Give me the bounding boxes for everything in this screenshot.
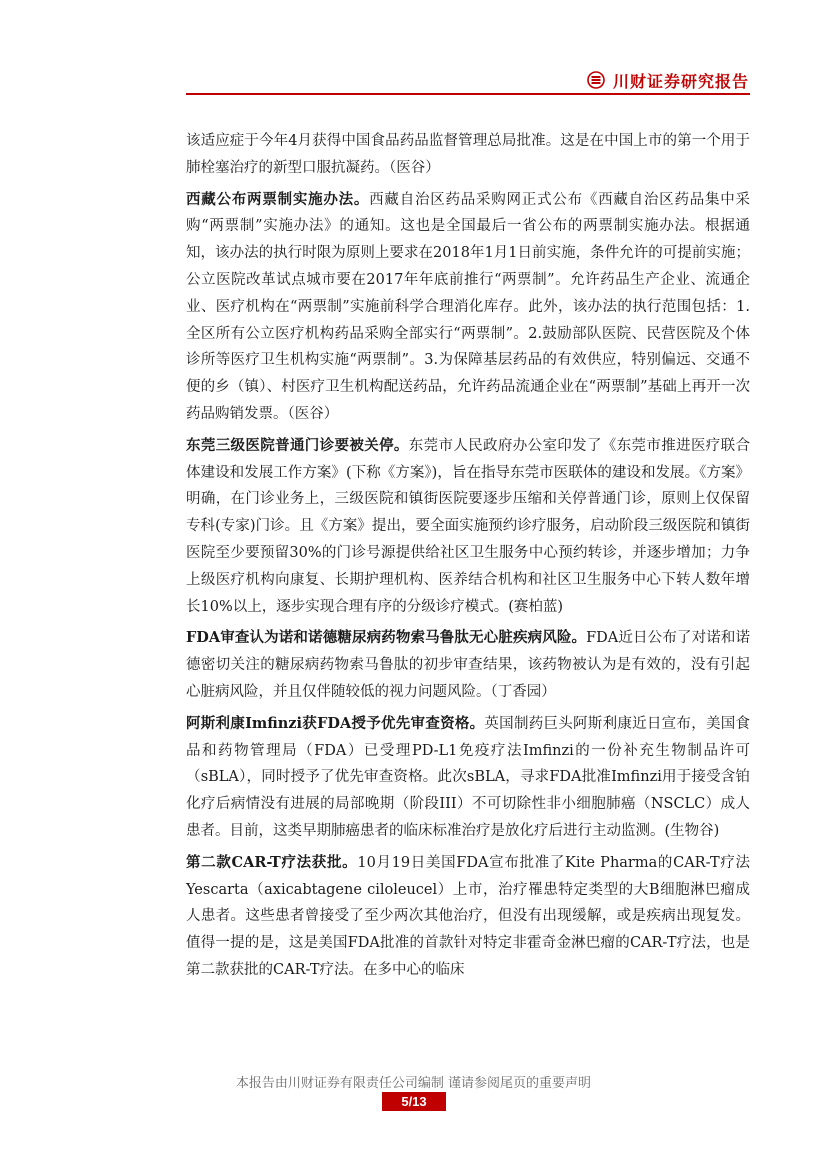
paragraph-text: 10月19日美国FDA宣布批准了Kite Pharma的CAR-T疗法Yescarta（axicabtagene ciloleucel）上市，治疗罹患特定类型的大B细胞淋巴瘤成人患者。这些患者曾接受了至少两次其他治疗，但没有出现缓解，或是疾病出现复发。值得一提的是，这是美国FDA批准的首款针对特定非霍奇金淋巴瘤的CAR-T疗法，也是第二款获批的CAR-T疗法。在多中心的临床 bbox=[186, 854, 750, 978]
news-item-imfinzi-priority-review bbox=[186, 711, 750, 845]
news-headline: 西藏公布两票制实施办法。 bbox=[186, 190, 370, 208]
news-headline: 第二款CAR-T疗法获批。 bbox=[186, 853, 358, 871]
chuancai-logo-icon bbox=[587, 71, 605, 89]
report-header bbox=[587, 66, 749, 94]
footer-disclaimer: 本报告由川财证券有限责任公司编制 谨请参阅尾页的重要声明 bbox=[235, 1076, 592, 1091]
news-headline: FDA审查认为诺和诺德糖尿病药物索马鲁肽无心脏疾病风险。 bbox=[186, 629, 587, 647]
paragraph-text: 英国制药巨头阿斯利康近日宣布，美国食品和药物管理局（FDA）已受理PD-L1免疫疗法Imfinzi的一份补充生物制品许可（sBLA），同时授予了优先审查资格。此次sBLA，寻求FDA批准Imfinzi用于接受含铂化疗后病情没有进展的局部晚期（阶段III）不可切除性非小细胞肺癌（NSCLC）成人患者。目前，这类早期肺癌患者的临床标准治疗是放化疗后进行主动监测。(生物谷) bbox=[186, 715, 751, 839]
paragraph-text: 该适应症于今年4月获得中国食品药品监督管理总局批准。这是在中国上市的第一个用于肺栓塞治疗的新型口服抗凝药。（医谷） bbox=[186, 133, 750, 176]
paragraph-text: FDA近日公布了对诺和诺德密切关注的糖尿病药物索马鲁肽的初步审查结果，该药物被认为是有效的，没有引起心脏病风险，并且仅伴随较低的视力问题风险。（丁香园） bbox=[186, 630, 750, 700]
news-item-dongguan-outpatient bbox=[186, 433, 750, 621]
news-headline: 阿斯利康Imfinzi获FDA授予优先审查资格。 bbox=[186, 714, 485, 732]
news-item-car-t-approval bbox=[186, 850, 750, 984]
paragraph-text: 东莞市人民政府办公室印发了《东莞市推进医疗联合体建设和发展工作方案》(下称《方案》)，旨在指导东莞市医联体的建设和发展。《方案》明确，在门诊业务上，三级医院和镇街医院要逐步压缩和关停普通门诊，原则上仅保留专科(专家)门诊。且《方案》提出，要全面实施预约诊疗服务，启动阶段三级医院和镇街医院至少要预留30%的门诊号源提供给社区卫生服务中心预约转诊，并逐步增加；力争上级医疗机构向康复、长期护理机构、医养结合机构和社区卫生服务中心下转人数年增长10%以上，逐步实现合理有序的分级诊疗模式。(赛柏蓝) bbox=[186, 437, 751, 615]
news-headline: 东莞三级医院普通门诊要被关停。 bbox=[186, 436, 409, 454]
news-paragraph-continuation bbox=[186, 128, 750, 182]
page-number-badge: 5/13 bbox=[382, 1092, 446, 1111]
news-item-tibet-two-invoice bbox=[186, 187, 750, 428]
article-body bbox=[186, 128, 750, 989]
report-header-title: 川财证券研究报告 bbox=[612, 71, 749, 91]
header-divider bbox=[186, 93, 750, 95]
news-item-fda-semaglutide bbox=[186, 625, 750, 705]
paragraph-text: 西藏自治区药品采购网正式公布《西藏自治区药品集中采购“两票制”实施办法》的通知。这也是全国最后一省公布的两票制实施办法。根据通知，该办法的执行时限为原则上要求在2018年1月1日前实施，条件允许的可提前实施；公立医院改革试点城市要在2017年年底前推行“两票制”。允许药品生产企业、流通企业、医疗机构在“两票制”实施前科学合理消化库存。此外，该办法的执行范围包括：1.全区所有公立医疗机构药品采购全部实行“两票制”。2.鼓励部队医院、民营医院及个体诊所等医疗卫生机构实施“两票制”。3.为保障基层药品的有效供应，特别偏远、交通不便的乡（镇）、村医疗卫生机构配送药品，允许药品流通企业在“两票制”基础上再开一次药品购销发票。（医谷） bbox=[186, 191, 751, 422]
